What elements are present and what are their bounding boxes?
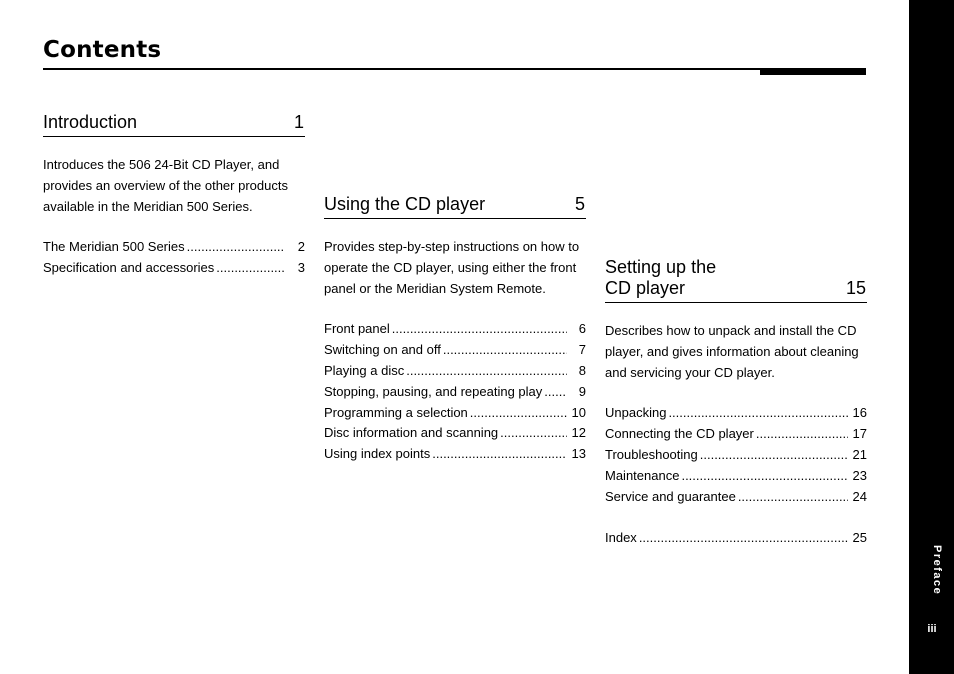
section-heading[interactable] <box>43 112 305 137</box>
leader-dots <box>392 319 567 340</box>
page-title: Contents <box>43 37 162 63</box>
section-description: Provides step-by-step instructions on how to operate the CD player, using either the front panel or the Meridian System Remote. <box>324 239 580 296</box>
section-heading-title: Using the CD player <box>324 194 486 214</box>
toc-entry[interactable] <box>43 237 305 258</box>
leader-dots <box>639 528 848 549</box>
toc-entry[interactable] <box>605 445 867 466</box>
section-description: Introduces the 506 24-Bit CD Player, and provides an overview of the other products available in the Meridian 500 Series. <box>43 157 288 214</box>
toc-entry[interactable] <box>605 487 867 508</box>
leader-dots <box>187 237 285 258</box>
leader-dots <box>738 487 848 508</box>
toc-entry-page: 17 <box>852 426 867 442</box>
leader-dots <box>432 444 567 465</box>
toc-entry-label: Switching on and off <box>324 342 441 358</box>
leader-dots <box>443 340 567 361</box>
toc-entry-label: Stopping, pausing, and repeating play <box>324 383 543 399</box>
toc-list <box>605 403 867 549</box>
toc-entry-label: The Meridian 500 Series <box>43 239 185 255</box>
side-tab <box>909 0 954 674</box>
toc-entry-label: Disc information and scanning <box>324 425 499 441</box>
section-heading-page: 1 <box>293 112 304 132</box>
toc-entry[interactable] <box>324 444 586 465</box>
toc-entry-page: 6 <box>578 321 586 337</box>
leader-dots <box>406 361 567 382</box>
toc-entry-page: 24 <box>852 488 867 504</box>
toc-entry-page: 10 <box>571 404 586 420</box>
toc-entry-label: Unpacking <box>605 405 667 421</box>
section-heading-page: 15 <box>845 278 866 298</box>
toc-entry-page: 7 <box>578 342 586 358</box>
toc-entry-index[interactable] <box>605 528 867 549</box>
toc-entry-label: Service and guarantee <box>605 488 736 504</box>
section-heading[interactable] <box>605 257 867 303</box>
title-rule <box>43 68 866 70</box>
toc-entry[interactable] <box>324 361 586 382</box>
spacer <box>605 507 867 528</box>
toc-entry-label: Connecting the CD player <box>605 426 754 442</box>
section-introduction <box>43 112 305 279</box>
page-number: iii <box>927 623 937 635</box>
leader-dots <box>700 445 848 466</box>
toc-entry-page: 25 <box>852 530 867 546</box>
toc-entry[interactable] <box>605 424 867 445</box>
section-heading[interactable] <box>324 194 586 219</box>
toc-entry-label: Programming a selection <box>324 404 468 420</box>
toc-entry-page: 9 <box>578 383 586 399</box>
toc-entry[interactable] <box>43 258 305 279</box>
toc-entry-label: Using index points <box>324 446 431 462</box>
toc-entry-label: Maintenance <box>605 467 680 483</box>
toc-entry[interactable] <box>324 340 586 361</box>
toc-entry[interactable] <box>324 403 586 424</box>
leader-dots <box>681 466 848 487</box>
toc-list <box>324 319 586 465</box>
side-tab-label: Preface <box>931 545 943 596</box>
toc-entry-page: 12 <box>571 425 586 441</box>
toc-entry-page: 13 <box>571 446 586 462</box>
leader-dots <box>668 403 848 424</box>
toc-entry-page: 21 <box>852 446 867 462</box>
section-setting-up <box>605 257 867 549</box>
toc-entry-page: 3 <box>297 260 305 276</box>
toc-entry[interactable] <box>324 382 586 403</box>
toc-entry-label: Troubleshooting <box>605 446 698 462</box>
toc-entry[interactable] <box>605 466 867 487</box>
toc-entry-label: Playing a disc <box>324 362 405 378</box>
toc-entry-label: Front panel <box>324 321 390 337</box>
leader-dots <box>470 403 567 424</box>
leader-dots <box>756 424 848 445</box>
toc-entry-page: 8 <box>578 362 586 378</box>
section-heading-title: Introduction <box>43 112 138 132</box>
toc-entry-page: 16 <box>852 405 867 421</box>
leader-dots <box>544 382 567 403</box>
section-heading-title: Setting up the CD player <box>605 257 717 298</box>
section-description: Describes how to unpack and install the CD player, and gives information about cleaning and servicing your CD player. <box>605 323 859 380</box>
toc-entry-page: 2 <box>297 239 305 255</box>
toc-entry[interactable] <box>605 403 867 424</box>
toc-list <box>43 237 305 279</box>
toc-entry-label: Specification and accessories <box>43 260 215 276</box>
section-heading-page: 5 <box>574 194 585 214</box>
toc-entry[interactable] <box>324 423 586 444</box>
leader-dots <box>216 258 285 279</box>
toc-entry[interactable] <box>324 319 586 340</box>
leader-dots <box>500 423 567 444</box>
toc-entry-page: 23 <box>852 467 867 483</box>
title-rule-accent <box>760 68 866 75</box>
toc-entry-label: Index <box>605 530 637 546</box>
section-using-cd-player <box>324 194 586 465</box>
